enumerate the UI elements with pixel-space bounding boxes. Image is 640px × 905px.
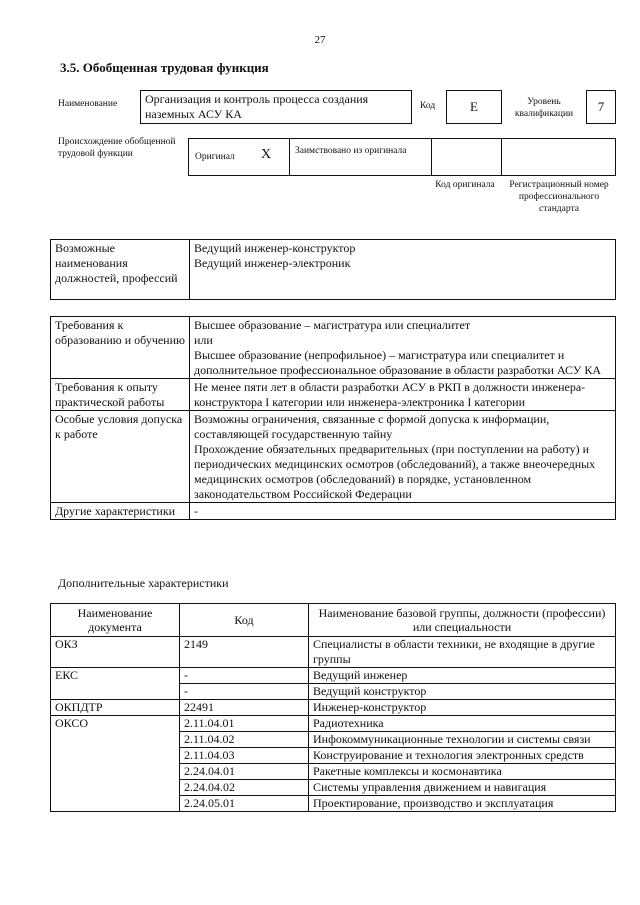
column-header: Наименование документа xyxy=(51,604,180,637)
column-header: Код xyxy=(180,604,309,637)
code-label: Код xyxy=(420,101,436,111)
requirement-value xyxy=(190,503,616,520)
requirement-line: - xyxy=(194,504,198,518)
doc-cell: ОКПДТР xyxy=(51,700,180,716)
level-label: Уровень квалификации xyxy=(514,97,574,119)
name-cell: Радиотехника xyxy=(309,716,616,732)
extra-table-header xyxy=(51,604,616,637)
requirement-label: Требования к опыту практической работы xyxy=(51,379,190,411)
requirement-row-conditions xyxy=(51,411,616,503)
position-item: Ведущий инженер-конструктор xyxy=(194,241,356,255)
reg-number-caption: Регистрационный номер профессионального стандарта xyxy=(509,180,609,214)
requirement-line: Возможны ограничения, связанные с формой допуска к информации, составляющей государственную тайну xyxy=(194,412,550,441)
name-cell: Инфокоммуникационные технологии и системы связи xyxy=(309,732,616,748)
code-cell: 2.24.05.01 xyxy=(180,796,309,812)
code-cell: 2.24.04.01 xyxy=(180,764,309,780)
code-value-box xyxy=(446,90,502,124)
name-cell: Конструирование и технология электронных средств xyxy=(309,748,616,764)
requirement-value xyxy=(190,317,616,379)
origin-label: Происхождение обобщенной трудовой функции xyxy=(58,137,176,159)
positions-label: Возможные наименования должностей, профессий xyxy=(51,240,190,300)
requirement-line: Высшее образование – магистратура или специалитет xyxy=(194,318,471,332)
requirement-row-education xyxy=(51,317,616,379)
extra-title: Дополнительные характеристики xyxy=(58,576,229,590)
name-cell: Ракетные комплексы и космонавтика xyxy=(309,764,616,780)
positions-table xyxy=(50,239,616,300)
origin-divider-2 xyxy=(431,139,432,175)
original-mark: X xyxy=(261,147,272,162)
requirement-row-other xyxy=(51,503,616,520)
code-cell: - xyxy=(180,684,309,700)
code-cell: 2.11.04.01 xyxy=(180,716,309,732)
level-value-box xyxy=(586,90,616,124)
requirement-label: Особые условия допуска к работе xyxy=(51,411,190,503)
position-item: Ведущий инженер-электроник xyxy=(194,256,351,270)
code-cell: 2.11.04.03 xyxy=(180,748,309,764)
name-cell: Системы управления движением и навигация xyxy=(309,780,616,796)
origin-box xyxy=(188,138,616,176)
doc-cell: ОКСО xyxy=(51,716,180,812)
name-cell: Инженер-конструктор xyxy=(309,700,616,716)
extra-table xyxy=(50,603,616,812)
section-title: 3.5. Обобщенная трудовая функция xyxy=(60,60,269,75)
requirement-line: Прохождение обязательных предварительных (при поступлении на работу) и периодических медицинских осмотров (обследований), а также внеочередных медицинских осмотров (обследований) в порядке, установленном законодательством Российской Федерации xyxy=(194,442,596,501)
borrowed-label: Заимствовано из оригинала xyxy=(295,146,407,156)
table-row xyxy=(51,716,616,732)
name-cell: Ведущий инженер xyxy=(309,668,616,684)
name-cell: Специалисты в области техники, не входящие в другие группы xyxy=(309,637,616,668)
level-value: 7 xyxy=(597,99,605,114)
page-number: 27 xyxy=(314,34,326,46)
table-row xyxy=(51,637,616,668)
table-row xyxy=(51,700,616,716)
original-label: Оригинал xyxy=(195,152,235,162)
column-header: Наименование базовой группы, должности (профессии) или специальности xyxy=(309,604,616,637)
requirement-value xyxy=(190,411,616,503)
origin-divider-3 xyxy=(501,139,502,175)
name-value: Организация и контроль процесса создания наземных АСУ КА xyxy=(145,92,369,121)
code-original-caption: Код оригинала xyxy=(435,180,495,190)
requirement-label: Требования к образованию и обучению xyxy=(51,317,190,379)
positions-values xyxy=(190,240,616,300)
table-row xyxy=(51,668,616,684)
code-cell: - xyxy=(180,668,309,684)
name-label: Наименование xyxy=(58,99,118,109)
requirement-label: Другие характеристики xyxy=(51,503,190,520)
name-value-box xyxy=(140,90,412,124)
requirement-line: или xyxy=(194,333,213,347)
code-cell: 2.11.04.02 xyxy=(180,732,309,748)
requirement-line: Высшее образование (непрофильное) – магистратура или специалитет и дополнительное профессиональное образование в области разработки АСУ КА xyxy=(194,348,602,377)
requirements-table xyxy=(50,316,616,520)
code-cell: 2.24.04.02 xyxy=(180,780,309,796)
name-cell: Проектирование, производство и эксплуатация xyxy=(309,796,616,812)
origin-divider-1 xyxy=(289,139,290,175)
name-cell: Ведущий конструктор xyxy=(309,684,616,700)
doc-cell: ЕКС xyxy=(51,668,180,700)
requirement-row-experience xyxy=(51,379,616,411)
code-cell: 2149 xyxy=(180,637,309,668)
requirement-line: Не менее пяти лет в области разработки АСУ в РКП в должности инженера-конструктора I категории или инженера-электроника I категории xyxy=(194,380,586,409)
doc-cell: ОКЗ xyxy=(51,637,180,668)
code-cell: 22491 xyxy=(180,700,309,716)
code-value: E xyxy=(470,99,478,114)
requirement-value xyxy=(190,379,616,411)
